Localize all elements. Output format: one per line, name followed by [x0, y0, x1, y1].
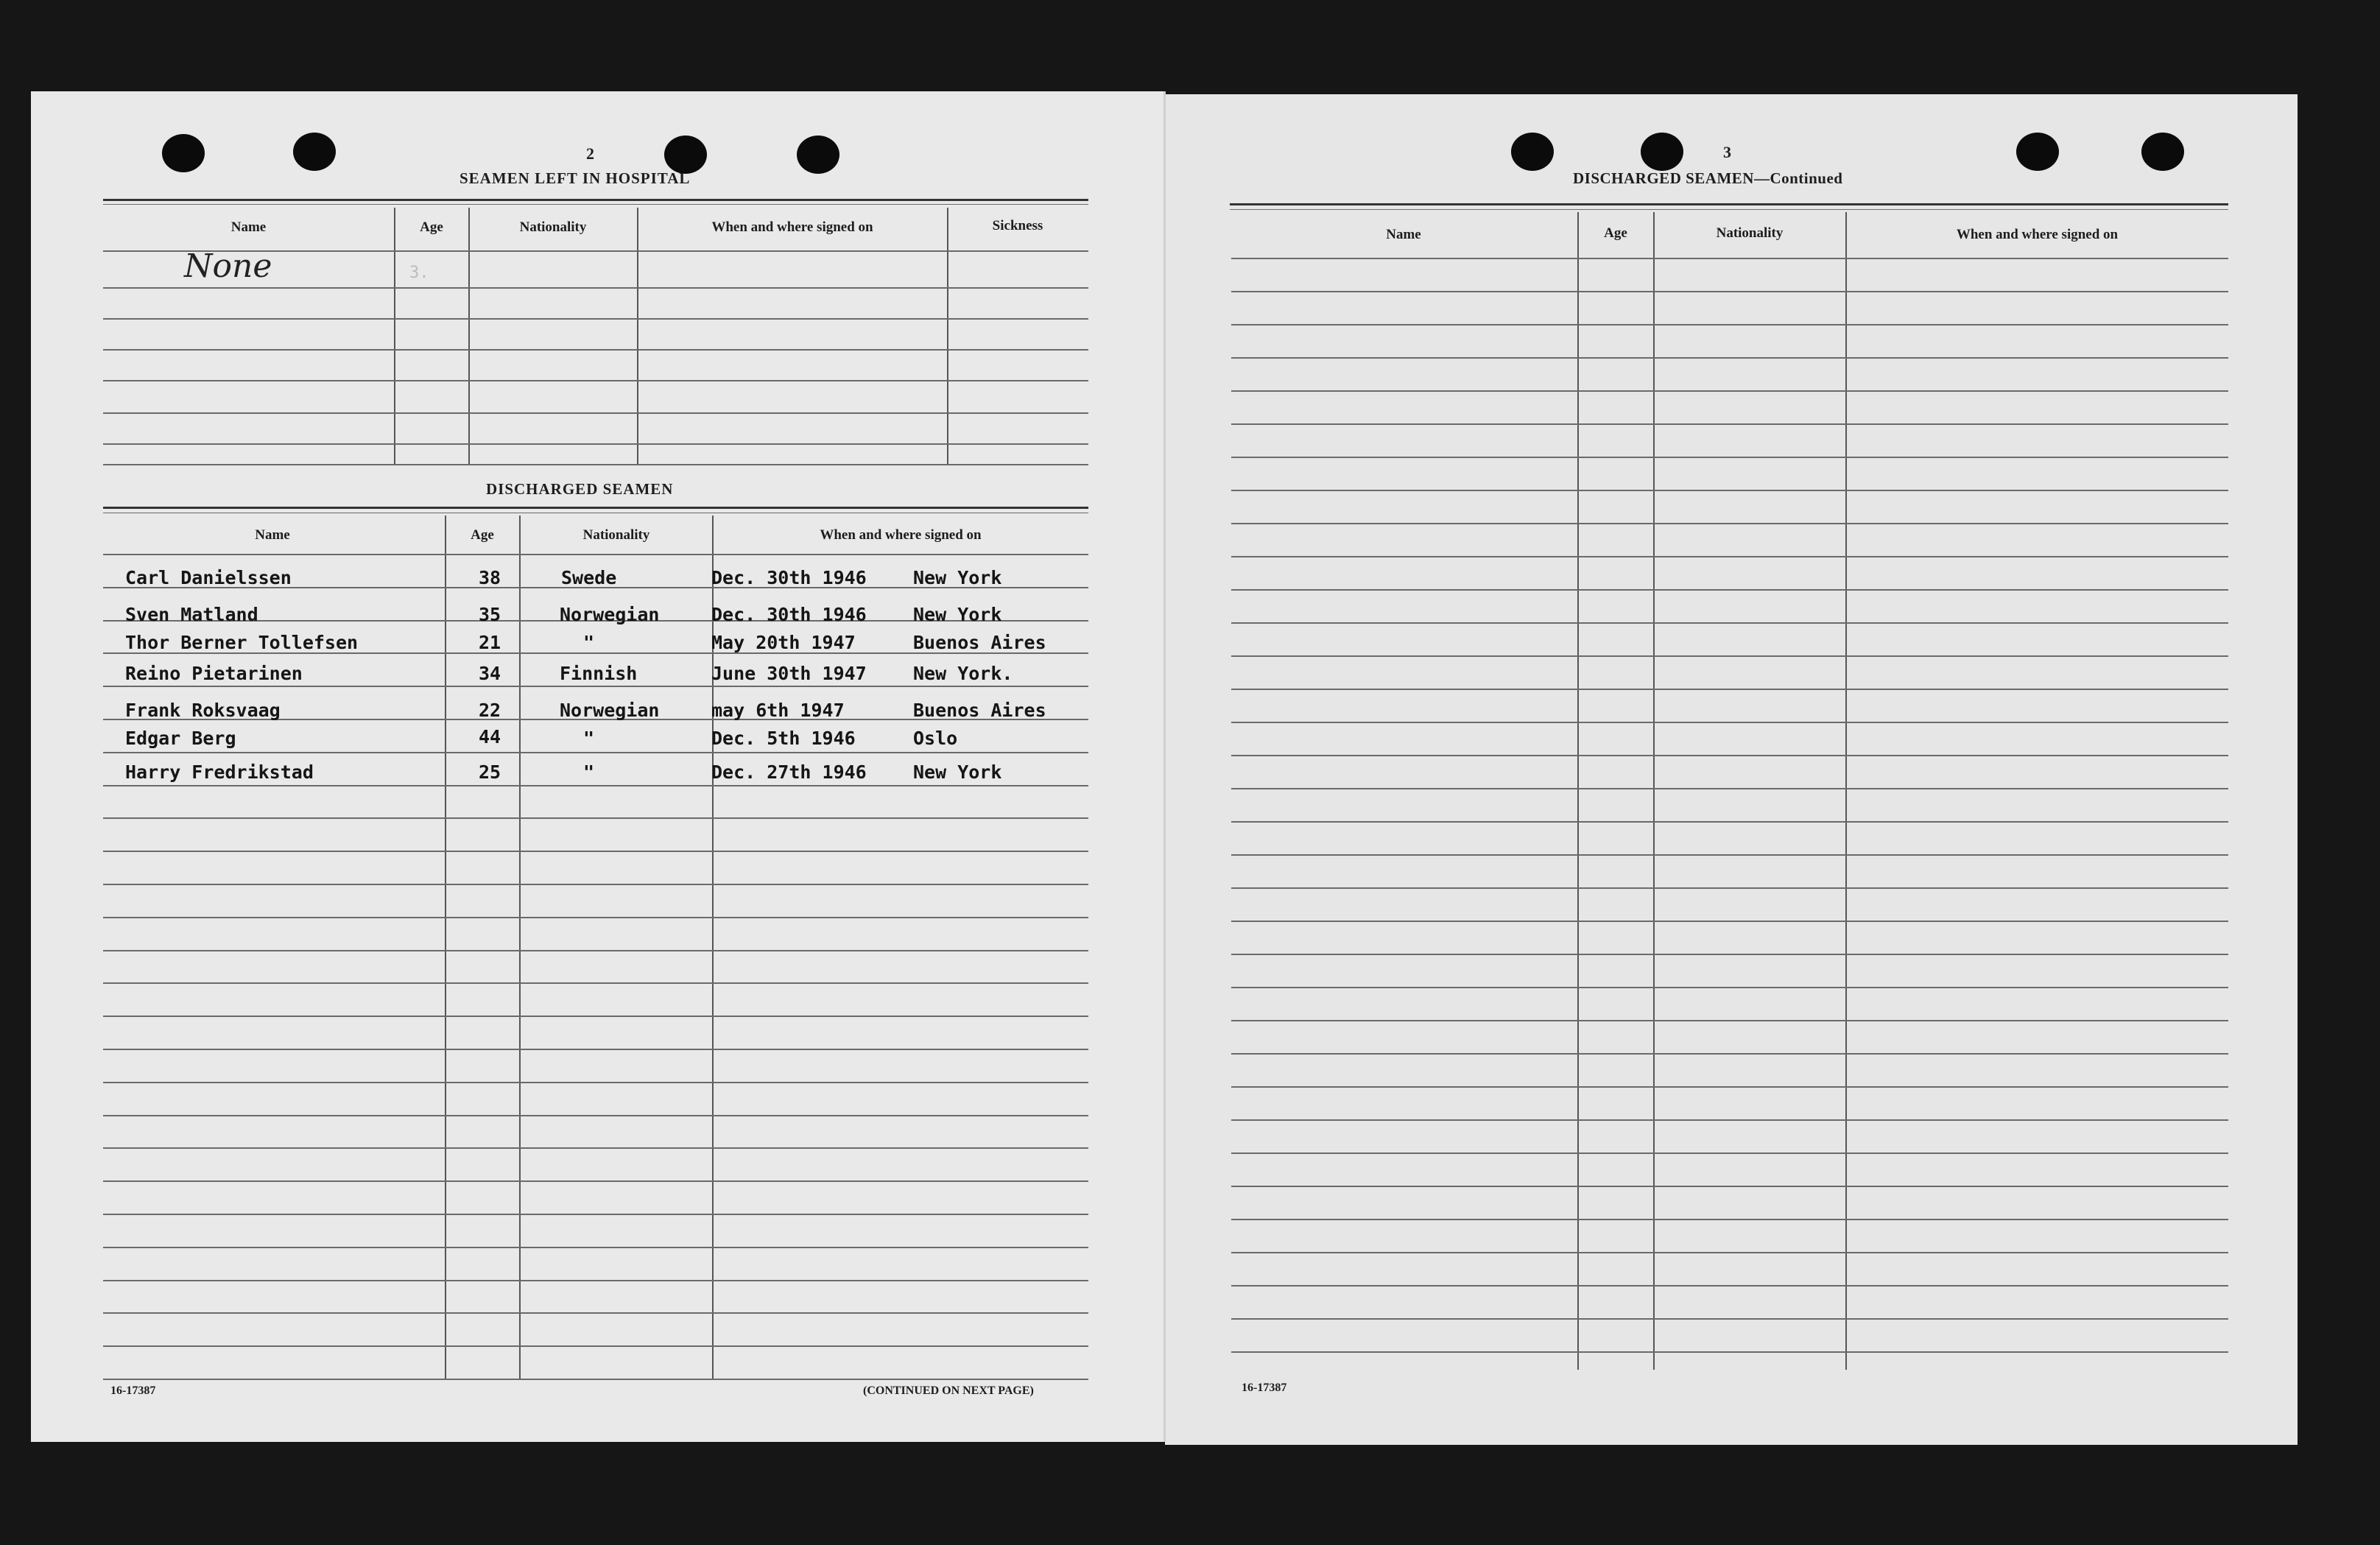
ruled-line: [103, 1247, 1088, 1248]
seaman-name: Thor Berner Tollefsen: [125, 632, 359, 653]
seaman-signed-date: may 6th 1947: [711, 700, 845, 721]
ruled-line: [1231, 589, 2228, 591]
punch-hole: [1641, 133, 1683, 171]
ruled-line: [1231, 755, 2228, 756]
right-top-rule-2: [1230, 209, 2228, 210]
ruled-line: [1231, 1285, 2228, 1287]
seaman-nationality: Swede: [561, 567, 617, 588]
ruled-line: [1231, 457, 2228, 458]
seaman-name: Harry Fredrikstad: [125, 761, 314, 783]
discharged-divider: [519, 515, 521, 1380]
right-section-title: DISCHARGED SEAMEN—Continued: [1573, 169, 1843, 187]
ruled-line: [103, 1016, 1088, 1017]
discharged-col-age: Age: [471, 527, 494, 543]
discharged-section-title: DISCHARGED SEAMEN: [486, 480, 674, 498]
seaman-signed-place: New York.: [913, 663, 1013, 684]
ruled-line: [103, 982, 1088, 984]
ghost-text: 3.: [409, 264, 429, 282]
seaman-signed-place: Oslo: [913, 728, 958, 749]
discharged-col-name: Name: [255, 527, 290, 543]
ruled-line: [103, 1379, 1088, 1380]
punch-hole: [162, 134, 205, 172]
right-divider: [1845, 212, 1847, 1370]
hospital-col-nationality: Nationality: [519, 219, 587, 235]
seaman-age: 22: [479, 700, 501, 721]
ruled-line: [1231, 655, 2228, 657]
hospital-divider: [468, 208, 470, 464]
ruled-line: [1231, 1053, 2228, 1055]
hospital-row-line: [103, 349, 1088, 351]
hospital-row-line: [103, 443, 1088, 445]
ruled-line: [103, 1115, 1088, 1116]
ruled-line: [1231, 490, 2228, 491]
ruled-line: [1231, 423, 2228, 425]
hospital-entry-none: None: [184, 247, 272, 285]
ruled-line: [103, 554, 1088, 555]
hospital-col-sickness: Sickness: [992, 218, 1043, 233]
ruled-line: [1231, 291, 2228, 292]
seaman-nationality: ": [583, 761, 595, 783]
hospital-col-age: Age: [420, 219, 443, 235]
ruled-line: [103, 1180, 1088, 1182]
seaman-name: Reino Pietarinen: [125, 663, 303, 684]
hospital-divider: [394, 208, 395, 464]
hospital-row-line: [103, 318, 1088, 320]
ruled-line: [103, 1214, 1088, 1215]
hospital-section-title: SEAMEN LEFT IN HOSPITAL: [460, 169, 691, 187]
seaman-name: Carl Danielssen: [125, 567, 292, 588]
discharged-col-nationality: Nationality: [582, 527, 650, 543]
ruled-line: [1231, 1219, 2228, 1220]
seaman-age: 38: [479, 567, 501, 588]
seaman-name: Sven Matland: [125, 604, 258, 625]
seaman-signed-date: Dec. 5th 1946: [711, 728, 856, 749]
left-form-number: 16-17387: [110, 1384, 156, 1397]
seaman-signed-place: New York: [913, 604, 1002, 625]
punch-hole: [1511, 133, 1554, 171]
ruled-line: [1231, 854, 2228, 856]
hospital-col-name: Name: [230, 219, 267, 235]
punch-hole: [293, 133, 336, 171]
left-page-number: 2: [586, 144, 594, 163]
hospital-divider: [637, 208, 638, 464]
hospital-row-line: [103, 287, 1088, 289]
seaman-signed-place: New York: [913, 761, 1002, 783]
right-divider: [1653, 212, 1655, 1370]
ruled-line: [1231, 258, 2228, 259]
ruled-line: [1231, 821, 2228, 823]
ruled-line: [103, 1345, 1088, 1347]
ruled-line: [1231, 556, 2228, 557]
ruled-line: [103, 1082, 1088, 1083]
right-page-number: 3: [1723, 143, 1731, 161]
seaman-nationality: Norwegian: [560, 604, 660, 625]
ruled-line: [103, 785, 1088, 786]
seaman-signed-place: Buenos Aires: [913, 632, 1046, 653]
ruled-line: [103, 817, 1088, 819]
ruled-line: [103, 884, 1088, 885]
ruled-line: [1231, 390, 2228, 392]
ruled-line: [103, 686, 1088, 687]
ruled-line: [103, 1280, 1088, 1281]
discharged-divider: [445, 515, 446, 1380]
ruled-line: [1231, 1119, 2228, 1121]
seaman-age: 21: [479, 632, 501, 653]
page-fold: [1163, 91, 1166, 1442]
hospital-row-line: [103, 464, 1088, 465]
ruled-line: [103, 851, 1088, 852]
right-top-rule: [1230, 203, 2228, 205]
ruled-line: [103, 1312, 1088, 1314]
seaman-name: Frank Roksvaag: [125, 700, 281, 721]
hospital-divider: [947, 208, 948, 464]
ruled-line: [1231, 1351, 2228, 1353]
hospital-col-signed-on: When and where signed on: [711, 219, 873, 235]
right-form-number: 16-17387: [1242, 1382, 1287, 1394]
seaman-signed-date: May 20th 1947: [711, 632, 856, 653]
seaman-signed-place: New York: [913, 567, 1002, 588]
punch-hole: [664, 136, 707, 174]
ruled-line: [103, 752, 1088, 753]
ruled-line: [1231, 1318, 2228, 1320]
punch-hole: [797, 136, 839, 174]
ruled-line: [1231, 357, 2228, 359]
ruled-line: [1231, 689, 2228, 690]
seaman-signed-place: Buenos Aires: [913, 700, 1046, 721]
ruled-line: [1231, 722, 2228, 723]
ruled-line: [103, 1049, 1088, 1050]
ruled-line: [1231, 954, 2228, 955]
ruled-line: [1231, 1086, 2228, 1088]
ruled-line: [1231, 1186, 2228, 1187]
hospital-row-line: [103, 380, 1088, 381]
hospital-top-rule: [103, 199, 1088, 201]
seaman-signed-date: Dec. 30th 1946: [711, 604, 867, 625]
discharged-top-rule: [103, 507, 1088, 509]
ruled-line: [1231, 987, 2228, 988]
ruled-line: [103, 950, 1088, 951]
right-page: [1165, 94, 2298, 1445]
right-col-signed-on: When and where signed on: [1956, 227, 2119, 242]
ruled-line: [1231, 1152, 2228, 1154]
ruled-line: [1231, 523, 2228, 524]
right-divider: [1577, 212, 1579, 1370]
seaman-name: Edgar Berg: [125, 728, 236, 749]
seaman-nationality: ": [583, 632, 595, 653]
ruled-line: [1231, 887, 2228, 889]
discharged-col-signed-on: When and where signed on: [820, 527, 982, 543]
right-col-nationality: Nationality: [1716, 225, 1784, 241]
right-col-name: Name: [1386, 227, 1421, 242]
right-col-age: Age: [1604, 225, 1627, 241]
seaman-nationality: Norwegian: [560, 700, 660, 721]
punch-hole: [2016, 133, 2059, 171]
seaman-signed-date: June 30th 1947: [711, 663, 867, 684]
hospital-row-line: [103, 412, 1088, 414]
seaman-age: 44: [479, 726, 501, 747]
ruled-line: [1231, 1020, 2228, 1021]
seaman-signed-date: Dec. 27th 1946: [711, 761, 867, 783]
seaman-nationality: Finnish: [560, 663, 638, 684]
ruled-line: [1231, 788, 2228, 789]
ruled-line: [1231, 622, 2228, 624]
hospital-top-rule-2: [103, 204, 1088, 205]
ruled-line: [103, 1147, 1088, 1149]
continued-note: (CONTINUED ON NEXT PAGE): [863, 1384, 1034, 1397]
ruled-line: [1231, 1252, 2228, 1253]
seaman-signed-date: Dec. 30th 1946: [711, 567, 867, 588]
ruled-line: [1231, 324, 2228, 325]
ruled-line: [103, 917, 1088, 918]
seaman-age: 35: [479, 604, 501, 625]
punch-hole: [2141, 133, 2184, 171]
seaman-age: 25: [479, 761, 501, 783]
ruled-line: [1231, 921, 2228, 922]
seaman-age: 34: [479, 663, 501, 684]
seaman-nationality: ": [583, 728, 595, 749]
